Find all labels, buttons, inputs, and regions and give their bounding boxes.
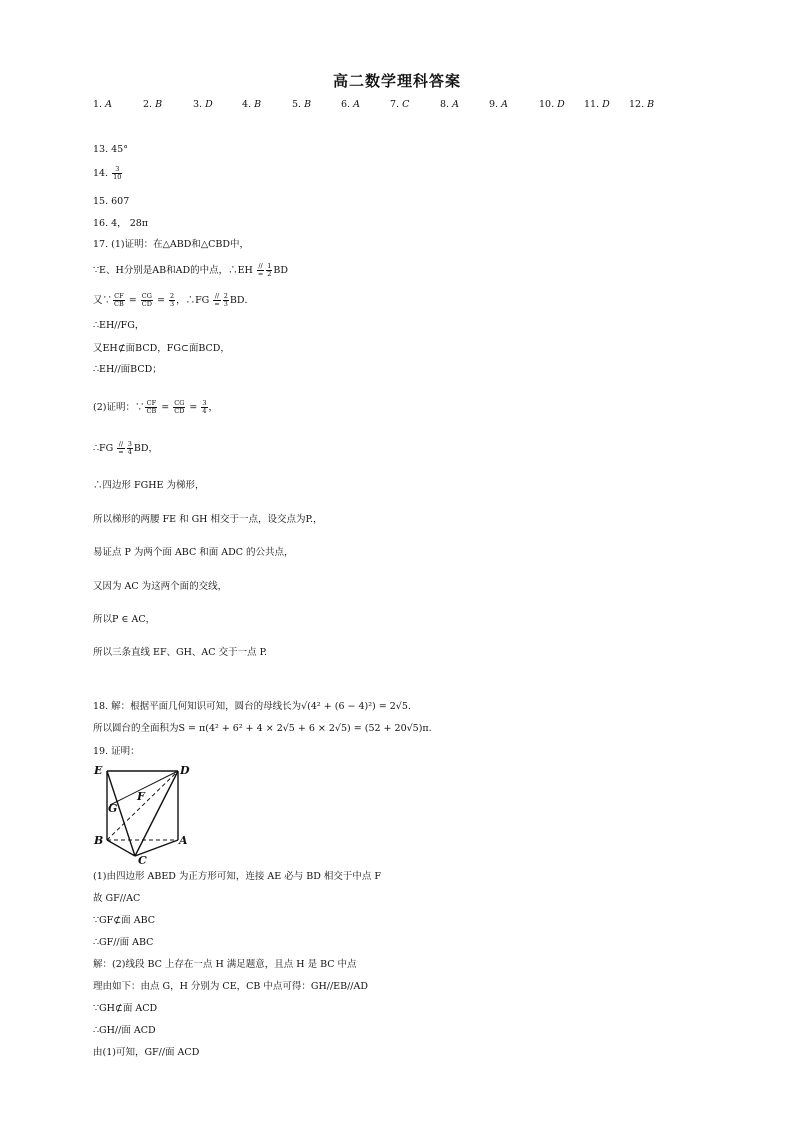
figure-label: D — [180, 764, 190, 777]
figure-label: C — [138, 854, 147, 865]
answer-item: 7. C — [390, 99, 410, 110]
q19-line: ∴GF//面 ABC — [93, 937, 154, 948]
answer-16: 16. 4， 28π — [93, 218, 149, 229]
q17-line: 所以三条直线 EF、GH、AC 交于一点 P. — [93, 647, 268, 658]
q17-line: (2)证明：∵ $\frac{CF}{CB}$ = $\frac{CG}{CD}$ = $\frac{3}{4}$ ， — [93, 399, 219, 415]
q19-line: 19. 证明： — [93, 746, 140, 757]
answer-item: 2. B — [143, 99, 163, 110]
q17-line: 又∵ $\frac{CF}{CB}$ = $\frac{CG}{CD}$ = $\frac{2}{3}$ ，∴FG $\frac{//}{=}$ $\frac{2}{3}$ BD． — [93, 292, 254, 308]
answer-item: 11. D — [584, 99, 610, 110]
q17-line: 又因为 AC 为这两个面的交线， — [93, 581, 228, 592]
answer-item: 4. B — [242, 99, 262, 110]
q17-line: ∴EH//面BCD； — [93, 364, 162, 375]
q19-line: ∵GF⊄面 ABC — [93, 915, 155, 926]
q19-line: 故 GF//AC — [93, 893, 141, 904]
answer-item: 8. A — [440, 99, 459, 110]
answer-item: 5. B — [292, 99, 312, 110]
answer-14: 14. $\frac{3}{10}$ — [93, 165, 122, 181]
answer-13: 13. 45° — [93, 144, 128, 155]
q17-line: 17. (1)证明：在△ABD和△CBD中， — [93, 239, 250, 250]
answer-row — [93, 99, 713, 113]
q17-line: ∴EH//FG， — [93, 320, 145, 331]
q17-line: ∵E、H分别是AB和AD的中点，∴EH $\frac{//}{=}$ $\frac{1}{2}$ BD — [93, 262, 289, 278]
answer-15: 15. 607 — [93, 196, 130, 207]
q19-line: ∴GH//面 ACD — [93, 1025, 156, 1036]
figure-label: B — [94, 834, 104, 847]
q19-line: 由(1)可知，GF//面 ACD — [93, 1047, 200, 1058]
q17-line: 又EH⊄面BCD，FG⊂面BCD， — [93, 343, 230, 354]
fraction: $\frac{3}{10}$ — [113, 165, 122, 181]
figure-label: G — [108, 802, 118, 815]
q17-line: ∴四边形 FGHE 为梯形， — [93, 480, 205, 491]
q19-line: 解：(2)线段 BC 上存在一点 H 满足题意，且点 H 是 BC 中点 — [93, 959, 357, 970]
answer-item: 9. A — [489, 99, 508, 110]
q18-line: 所以圆台的全面积为S = π(4² + 6² + 4 × 2√5 + 6 × 2√5) = (52 + 20√5)π. — [93, 723, 432, 734]
page-title: 高二数学理科答案 — [332, 72, 461, 90]
q17-line: ∴FG $\frac{//}{=}$ $\frac{3}{4}$ BD， — [93, 440, 158, 456]
q17-line: 易证点 P 为两个面 ABC 和面 ADC 的公共点， — [93, 547, 294, 558]
q18-line: 18. 解：根据平面几何知识可知，圆台的母线长为√(4² + (6 − 4)²) = 2√5. — [93, 701, 411, 712]
answer-item: 3. D — [193, 99, 213, 110]
q17-line: 所以梯形的两腰 FE 和 GH 相交于一点，设交点为P.， — [93, 514, 323, 525]
figure-label: E — [94, 764, 103, 777]
q19-line: ∵GH⊄面 ACD — [93, 1003, 158, 1014]
parallel-equal-fraction: $\frac{//}{=}$ — [257, 262, 264, 278]
q19-line: 理由如下：由点 G，H 分别为 CE，CB 中点可得：GH//EB//AD — [93, 981, 368, 992]
answer-item: 1. A — [93, 99, 112, 110]
answer-item: 12. B — [629, 99, 655, 110]
q17-line: 所以P ∈ AC， — [93, 614, 156, 625]
geometry-figure — [88, 760, 198, 865]
figure-label: F — [137, 790, 145, 803]
figure-label: A — [179, 834, 188, 847]
q19-line: (1)由四边形 ABED 为正方形可知，连接 AE 必与 BD 相交于中点 F — [93, 871, 381, 882]
answer-item: 10. D — [539, 99, 565, 110]
answer-item: 6. A — [341, 99, 360, 110]
